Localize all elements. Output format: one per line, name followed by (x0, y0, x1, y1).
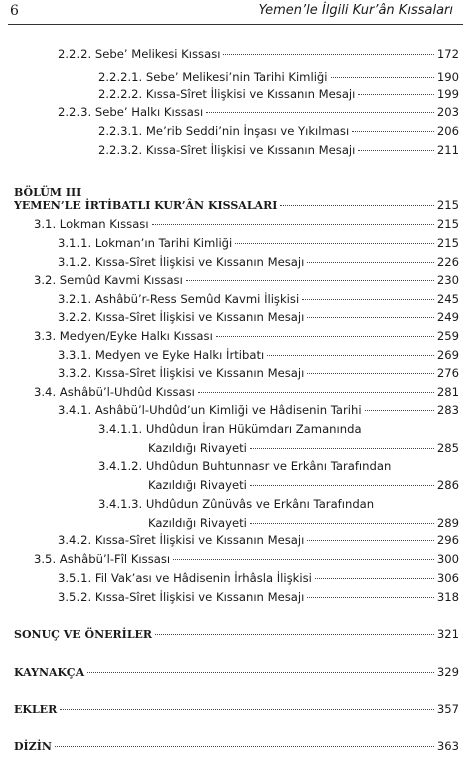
toc-entry-label: SONUÇ VE ÖNERİLER (14, 628, 153, 641)
toc-entry-label: 3.3.2. Kıssa-Sîret İlişkisi ve Kıssanın Mesajı (58, 366, 305, 380)
toc-entry-page: 276 (436, 366, 459, 380)
toc-entry (58, 47, 459, 61)
toc-chapter-entry (14, 627, 459, 642)
toc-entry (58, 255, 459, 269)
toc-leader-dots (186, 280, 434, 281)
toc-entry (58, 571, 459, 585)
toc-entry-label: 2.2.2.2. Kıssa-Sîret İlişkisi ve Kıssanın Mesajı (98, 87, 356, 101)
toc-entry (34, 273, 459, 287)
toc-entry-label: 3.3. Medyen/Eyke Halkı Kıssası (34, 329, 213, 343)
toc-entry (58, 348, 459, 362)
toc-entry (34, 329, 459, 343)
toc-entry-page: 321 (436, 627, 459, 641)
toc-entry-page: 226 (436, 255, 459, 269)
toc-leader-dots (315, 578, 434, 579)
toc-entry-label: EKLER (14, 703, 58, 716)
toc-entry (58, 292, 459, 306)
toc-leader-dots (235, 243, 434, 244)
toc-leader-dots (307, 262, 434, 263)
toc-entry-page: 172 (436, 47, 459, 61)
toc-entry-page: 190 (436, 70, 459, 84)
toc-entry (98, 497, 459, 511)
toc-entry (58, 310, 459, 324)
page-number: 6 (10, 3, 19, 19)
toc-entry-label: 3.4. Ashâbü’l-Uhdûd Kıssası (34, 385, 195, 399)
toc-leader-dots (358, 150, 433, 151)
toc-chapter-entry (14, 702, 459, 717)
toc-entry-page: 318 (436, 590, 459, 604)
toc-entry (34, 552, 459, 566)
toc-entry-label: 3.3.1. Medyen ve Eyke Halkı İrtibatı (58, 348, 265, 362)
toc-entry-label: 2.2.2.1. Sebe’ Melikesi’nin Tarihi Kimliği (98, 70, 328, 84)
toc-leader-dots (152, 224, 434, 225)
toc-leader-dots (206, 112, 434, 113)
toc-entry-page: 269 (436, 348, 459, 362)
toc-leader-dots (250, 523, 434, 524)
toc-entry (98, 70, 459, 84)
toc-chapter-entry (14, 198, 459, 213)
toc-entry-page: 249 (436, 310, 459, 324)
running-title: Yemen’le İlgili Kur’ân Kıssaları (258, 3, 453, 18)
toc-entry-page: 329 (436, 665, 459, 679)
toc-entry-label: 3.2. Semûd Kavmi Kıssası (34, 273, 183, 287)
toc-entry-label: 2.2.3. Sebe’ Halkı Kıssası (58, 105, 204, 119)
toc-entry-label: KAYNAKÇA (14, 666, 85, 679)
toc-entry (98, 459, 459, 473)
toc-entry-page: 211 (436, 143, 459, 157)
toc-entry-page: 199 (436, 87, 459, 101)
toc-leader-dots (331, 77, 434, 78)
toc-entry-page: 300 (436, 552, 459, 566)
toc-entry-label: 3.2.2. Kıssa-Sîret İlişkisi ve Kıssanın Mesajı (58, 310, 305, 324)
toc-entry-label: 3.4.1.2. Uhdûdun Buhtunnasr ve Erkânı Tarafından (98, 459, 392, 473)
toc-entry-label: 3.1. Lokman Kıssası (34, 217, 149, 231)
toc-entry (148, 516, 459, 530)
toc-entry-label: 3.4.2. Kıssa-Sîret İlişkisi ve Kıssanın Mesajı (58, 533, 305, 547)
toc-entry-page: 281 (436, 385, 459, 399)
toc-entry (148, 441, 459, 455)
toc-entry-label: Kazıldığı Rivayeti (148, 516, 247, 530)
toc-entry (58, 403, 459, 417)
toc-entry-page: 283 (436, 403, 459, 417)
toc-entry-page: 206 (436, 124, 459, 138)
toc-entry-label: 2.2.3.1. Me’rib Seddi’nin İnşası ve Yıkılması (98, 124, 350, 138)
toc-leader-dots (60, 709, 434, 710)
toc-entry-label: 3.4.1. Ashâbü’l-Uhdûd’un Kimliği ve Hâdisenin Tarihi (58, 403, 362, 417)
toc-chapter-entry (14, 665, 459, 680)
toc-entry-label: YEMEN’LE İRTİBATLI KUR’ÂN KISSALARI (14, 199, 278, 212)
toc-entry-page: 215 (436, 198, 459, 212)
toc-entry (34, 217, 459, 231)
toc-leader-dots (173, 559, 434, 560)
toc-leader-dots (307, 373, 434, 374)
toc-leader-dots (250, 485, 434, 486)
toc-entry-label: 2.2.3.2. Kıssa-Sîret İlişkisi ve Kıssanın Mesajı (98, 143, 356, 157)
toc-entry-page: 306 (436, 571, 459, 585)
toc-entry-label: 3.5.2. Kıssa-Sîret İlişkisi ve Kıssanın Mesajı (58, 590, 305, 604)
toc-leader-dots (216, 336, 434, 337)
toc-entry (58, 105, 459, 119)
toc-leader-dots (358, 94, 433, 95)
toc-entry-label: 3.5.1. Fil Vak’ası ve Hâdisenin İrhâsla İlişkisi (58, 571, 312, 585)
toc-entry-label: 3.4.1.1. Uhdûdun İran Hükümdarı Zamanında (98, 422, 362, 436)
toc-entry-page: 357 (436, 702, 459, 716)
toc-entry-page: 289 (436, 516, 459, 530)
toc-leader-dots (307, 540, 434, 541)
toc-entry-page: 285 (436, 441, 459, 455)
toc-entry-page: 259 (436, 329, 459, 343)
toc-entry-page: 363 (436, 739, 459, 753)
toc-entry-page: 215 (436, 236, 459, 250)
section-heading: BÖLÜM III (14, 186, 82, 199)
toc-leader-dots (223, 54, 433, 55)
toc-entry (98, 143, 459, 157)
toc-leader-dots (307, 597, 434, 598)
toc-entry-page: 296 (436, 533, 459, 547)
toc-entry (98, 124, 459, 138)
toc-leader-dots (302, 299, 434, 300)
toc-entry-label: 2.2.2. Sebe’ Melikesi Kıssası (58, 47, 221, 61)
toc-entry-page: 203 (436, 105, 459, 119)
toc-leader-dots (352, 131, 434, 132)
toc-leader-dots (267, 355, 434, 356)
toc-entry (58, 366, 459, 380)
toc-entry-page: 286 (436, 478, 459, 492)
toc-leader-dots (365, 410, 434, 411)
toc-leader-dots (55, 746, 434, 747)
toc-entry-label: 3.4.1.3. Uhdûdun Zûnüvâs ve Erkânı Tarafından (98, 497, 375, 511)
toc-entry-label: 3.1.1. Lokman’ın Tarihi Kimliği (58, 236, 233, 250)
toc-chapter-entry (14, 739, 459, 754)
toc-entry (58, 236, 459, 250)
toc-leader-dots (307, 317, 434, 318)
toc-entry-label: Kazıldığı Rivayeti (148, 478, 247, 492)
toc-entry-label: Kazıldığı Rivayeti (148, 441, 247, 455)
toc-entry-label: 3.5. Ashâbü’l-Fîl Kıssası (34, 552, 171, 566)
toc-entry (58, 533, 459, 547)
toc-leader-dots (280, 205, 433, 206)
toc-entry (98, 422, 459, 436)
toc-leader-dots (87, 672, 434, 673)
toc-leader-dots (155, 634, 434, 635)
toc-entry-page: 230 (436, 273, 459, 287)
toc-leader-dots (198, 392, 434, 393)
toc-leader-dots (250, 448, 434, 449)
toc-entry-label: DİZİN (14, 740, 52, 753)
page-header (8, 0, 463, 25)
toc-entry-label: 3.2.1. Ashâbü’r-Ress Semûd Kavmi İlişkisi (58, 292, 300, 306)
toc-entry-label: 3.1.2. Kıssa-Sîret İlişkisi ve Kıssanın Mesajı (58, 255, 305, 269)
toc-entry (34, 385, 459, 399)
toc-entry (58, 590, 459, 604)
toc-entry (148, 478, 459, 492)
toc-entry-page: 245 (436, 292, 459, 306)
toc-entry-page: 215 (436, 217, 459, 231)
toc-entry (98, 87, 459, 101)
